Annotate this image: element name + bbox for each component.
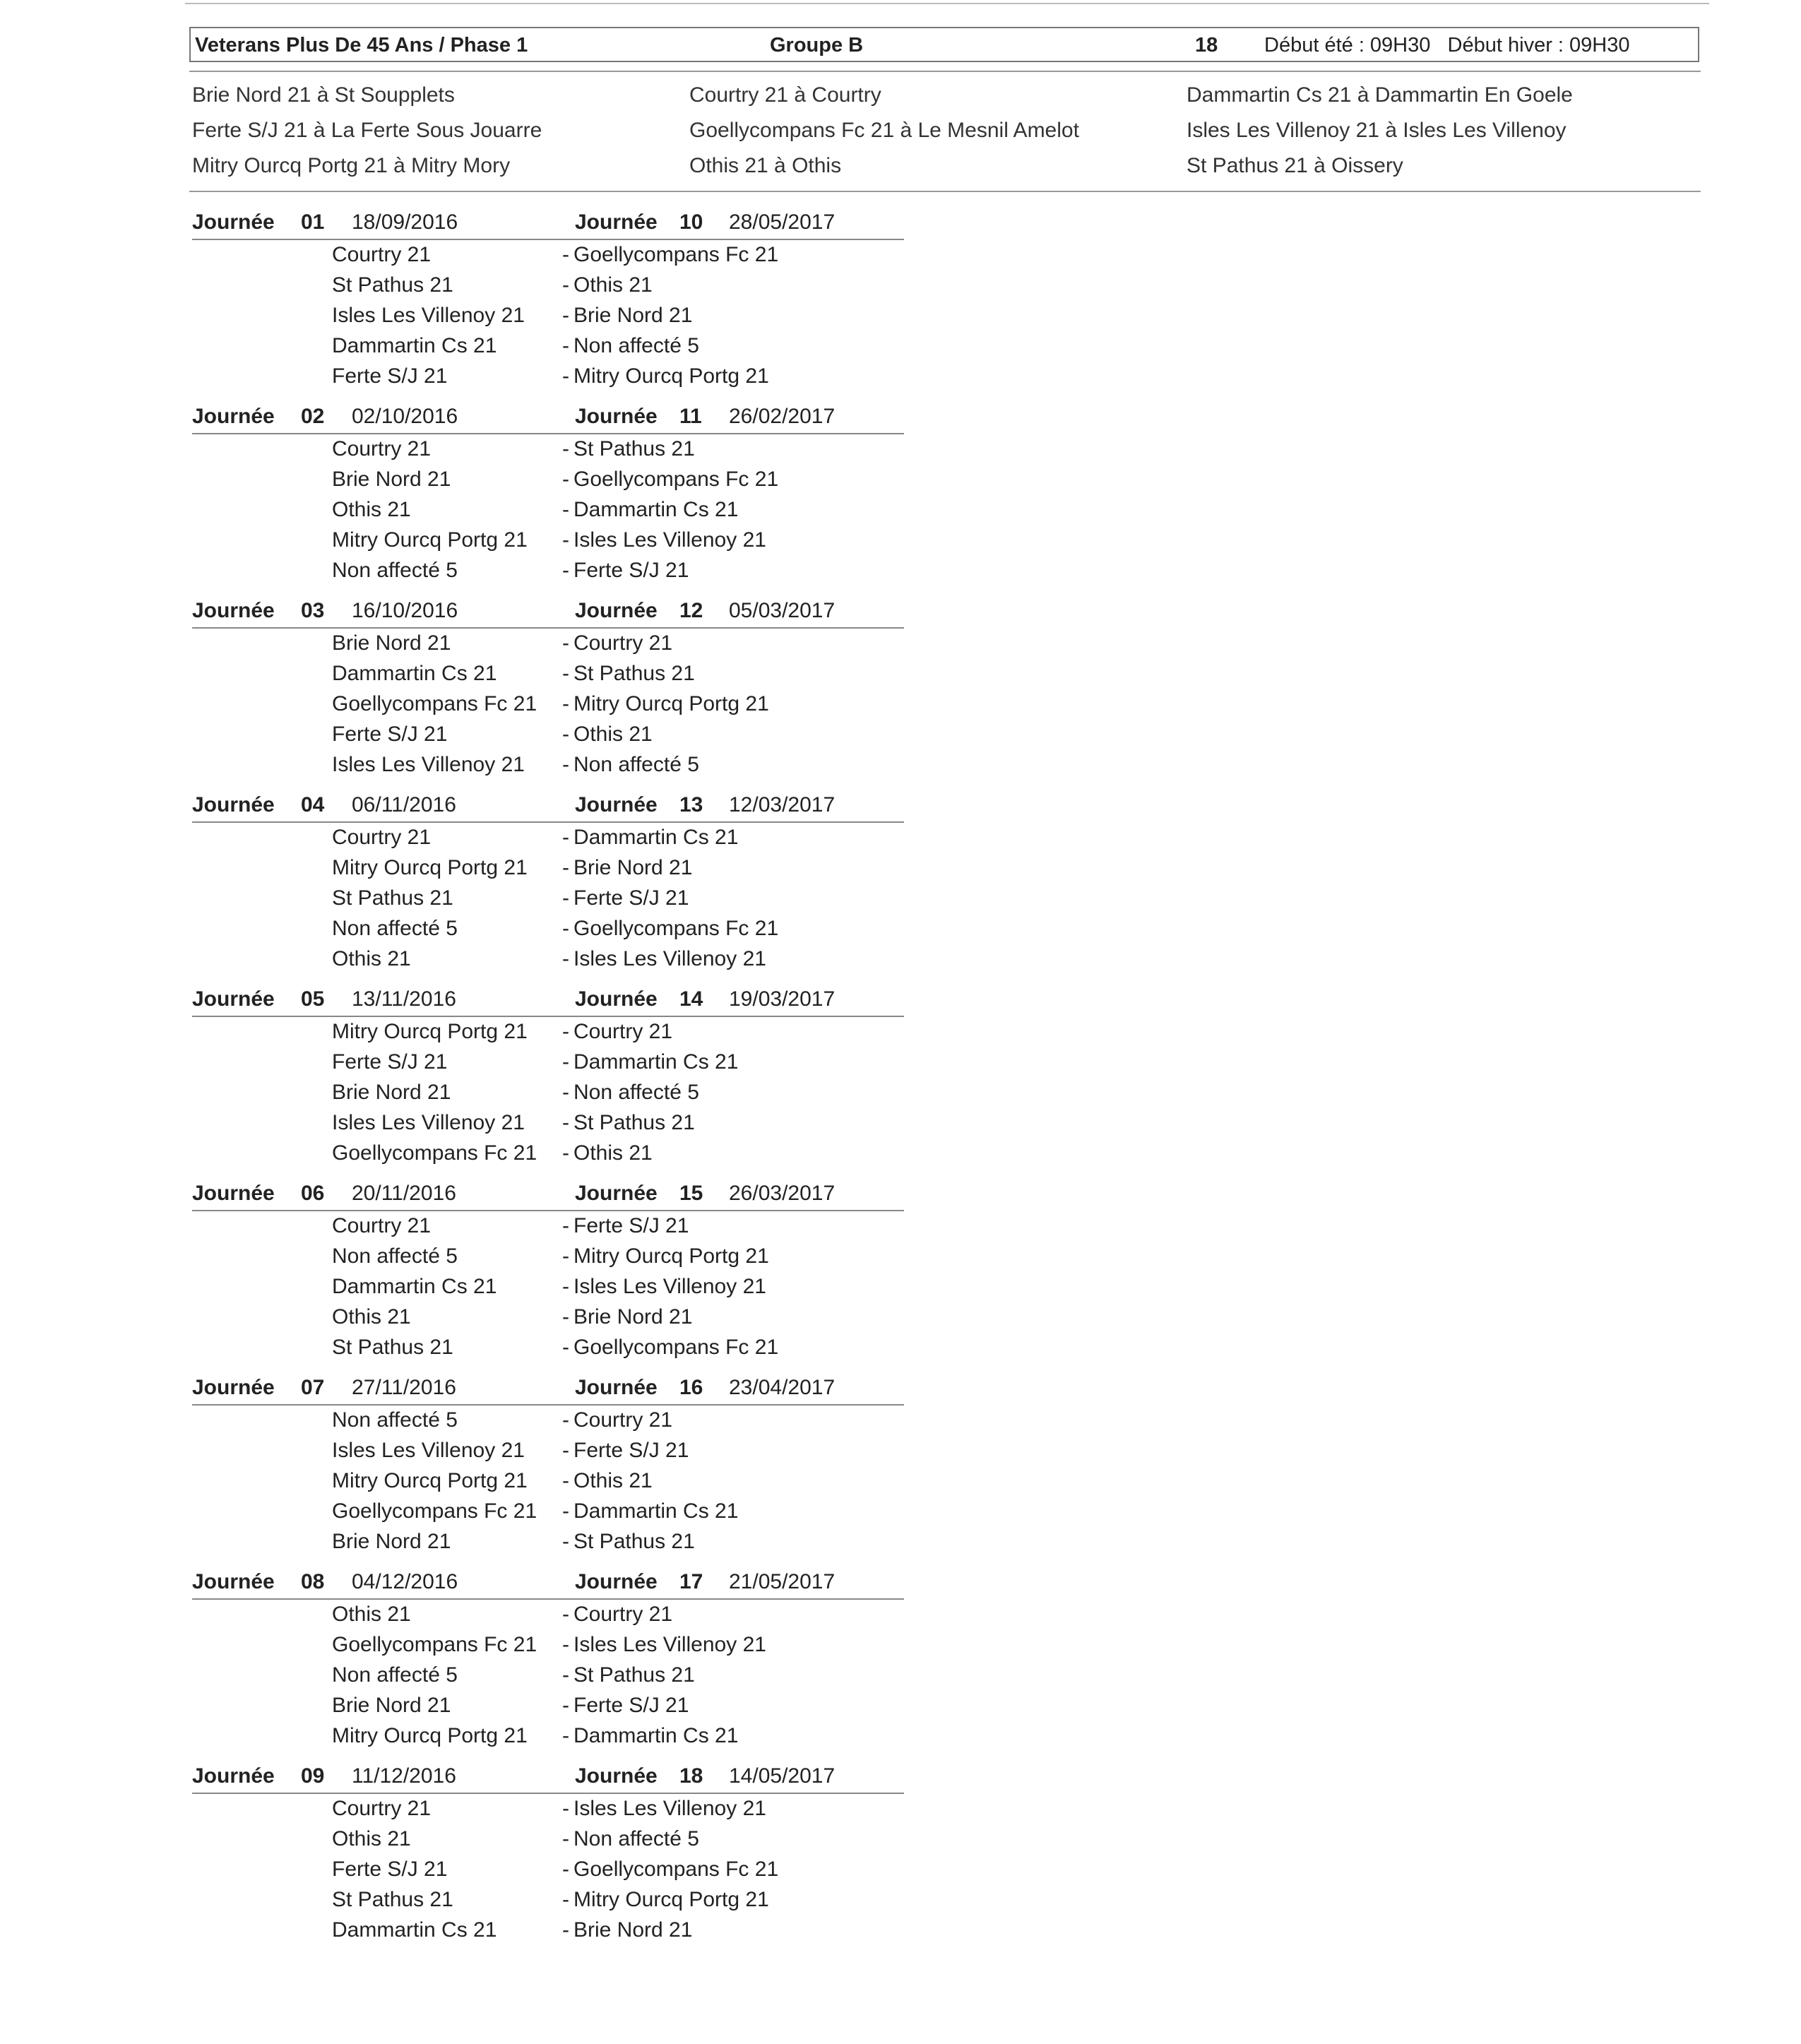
away-team: Ferte S/J 21 <box>573 1214 689 1237</box>
away-team: Courtry 21 <box>573 1603 673 1626</box>
match-separator: - <box>562 1918 569 1942</box>
journee-header <box>192 1370 905 1403</box>
journee-header <box>192 205 905 237</box>
journee-number: 09 <box>301 1764 325 1788</box>
away-team: Isles Les Villenoy 21 <box>573 528 766 552</box>
journee-number: 18 <box>679 1764 703 1788</box>
journee-number: 04 <box>301 793 325 816</box>
match-row <box>332 1858 911 1887</box>
home-team: Mitry Ourcq Portg 21 <box>332 1020 528 1043</box>
journee-label: Journée <box>192 1182 275 1205</box>
match-row <box>332 692 911 722</box>
journee-label: Journée <box>575 210 658 234</box>
away-team: Brie Nord 21 <box>573 1305 693 1329</box>
journee-number: 03 <box>301 599 325 622</box>
home-team: Non affecté 5 <box>332 1408 458 1432</box>
away-team: Goellycompans Fc 21 <box>573 468 779 491</box>
match-row <box>332 1439 911 1468</box>
journee-label: Journée <box>192 987 275 1011</box>
match-row <box>332 886 911 916</box>
match-separator: - <box>562 917 569 940</box>
match-separator: - <box>562 662 569 685</box>
fixture-schedule <box>192 205 913 1953</box>
match-separator: - <box>562 723 569 746</box>
home-team: Brie Nord 21 <box>332 1530 451 1553</box>
match-row <box>332 334 911 364</box>
match-separator: - <box>562 1499 569 1523</box>
journee-date: 12/03/2017 <box>729 793 836 816</box>
journee-label: Journée <box>575 1376 658 1399</box>
home-team: Isles Les Villenoy 21 <box>332 753 525 776</box>
home-team: Courtry 21 <box>332 1797 432 1820</box>
away-team: Isles Les Villenoy 21 <box>573 947 766 970</box>
journee-label: Journée <box>575 1570 658 1593</box>
journee-block <box>192 788 913 982</box>
away-team: Mitry Ourcq Portg 21 <box>573 1244 769 1268</box>
home-team: Othis 21 <box>332 1603 411 1626</box>
match-separator: - <box>562 1305 569 1329</box>
competition-title: Veterans Plus De 45 Ans / Phase 1 <box>195 34 528 57</box>
away-team: Isles Les Villenoy 21 <box>573 1275 766 1298</box>
match-separator: - <box>562 631 569 655</box>
home-team: Non affecté 5 <box>332 1663 458 1687</box>
away-team: Dammartin Cs 21 <box>573 1050 739 1074</box>
away-team: Othis 21 <box>573 1469 653 1492</box>
match-separator: - <box>562 1827 569 1850</box>
away-team: Courtry 21 <box>573 1020 673 1043</box>
home-team: Courtry 21 <box>332 1214 432 1237</box>
home-team: Mitry Ourcq Portg 21 <box>332 856 528 879</box>
match-row <box>332 917 911 946</box>
journee-label: Journée <box>575 793 658 816</box>
match-separator: - <box>562 1858 569 1881</box>
match-separator: - <box>562 1603 569 1626</box>
journee-label: Journée <box>575 987 658 1011</box>
away-team: St Pathus 21 <box>573 1663 695 1687</box>
match-separator: - <box>562 1408 569 1432</box>
match-row <box>332 1469 911 1499</box>
journee-date: 04/12/2016 <box>352 1570 458 1593</box>
match-separator: - <box>562 753 569 776</box>
match-row <box>332 437 911 467</box>
journee-block <box>192 982 913 1176</box>
journee-date: 27/11/2016 <box>352 1376 456 1399</box>
journee-date: 14/05/2017 <box>729 1764 836 1788</box>
away-team: Goellycompans Fc 21 <box>573 243 779 266</box>
home-team: St Pathus 21 <box>332 1888 453 1911</box>
home-team: Non affecté 5 <box>332 917 458 940</box>
match-row <box>332 753 911 783</box>
away-team: Isles Les Villenoy 21 <box>573 1797 766 1820</box>
group-label: Groupe B <box>770 34 864 57</box>
away-team: Dammartin Cs 21 <box>573 498 739 521</box>
journee-date: 05/03/2017 <box>729 599 836 622</box>
journee-header <box>192 593 905 626</box>
journee-number: 16 <box>679 1376 703 1399</box>
journee-block <box>192 1759 913 1953</box>
competition-header <box>189 27 1699 62</box>
journee-label: Journée <box>575 1764 658 1788</box>
away-team: Goellycompans Fc 21 <box>573 917 779 940</box>
journee-date: 26/02/2017 <box>729 405 836 428</box>
journee-label: Journée <box>575 1182 658 1205</box>
match-row <box>332 243 911 273</box>
match-separator: - <box>562 1663 569 1687</box>
away-team: Non affecté 5 <box>573 1827 699 1850</box>
venue-item: Isles Les Villenoy 21 à Isles Les Villenoy <box>1187 119 1567 142</box>
match-separator: - <box>562 1020 569 1043</box>
journee-date: 11/12/2016 <box>352 1764 456 1788</box>
journee-date: 16/10/2016 <box>352 599 458 622</box>
journee-count: 18 <box>1195 34 1218 57</box>
journee-number: 10 <box>679 210 703 234</box>
journee-number: 02 <box>301 405 325 428</box>
venues-top-rule <box>189 71 1701 72</box>
home-team: Ferte S/J 21 <box>332 723 448 746</box>
home-team: Non affecté 5 <box>332 1244 458 1268</box>
journee-number: 13 <box>679 793 703 816</box>
home-team: Isles Les Villenoy 21 <box>332 1439 525 1462</box>
home-team: Dammartin Cs 21 <box>332 662 497 685</box>
venue-item: Goellycompans Fc 21 à Le Mesnil Amelot <box>689 119 1079 142</box>
match-row <box>332 1408 911 1438</box>
home-team: Brie Nord 21 <box>332 1081 451 1104</box>
home-team: Courtry 21 <box>332 243 432 266</box>
match-separator: - <box>562 947 569 970</box>
journee-rule <box>192 433 904 434</box>
home-team: Brie Nord 21 <box>332 631 451 655</box>
match-separator: - <box>562 243 569 266</box>
venue-item: Othis 21 à Othis <box>689 154 842 177</box>
home-team: Ferte S/J 21 <box>332 364 448 388</box>
away-team: Mitry Ourcq Portg 21 <box>573 364 769 388</box>
home-team: Goellycompans Fc 21 <box>332 1499 537 1523</box>
match-row <box>332 1694 911 1723</box>
match-row <box>332 559 911 588</box>
away-team: Ferte S/J 21 <box>573 559 689 582</box>
match-row <box>332 1081 911 1110</box>
away-team: Goellycompans Fc 21 <box>573 1858 779 1881</box>
match-separator: - <box>562 826 569 849</box>
match-row <box>332 662 911 691</box>
home-team: Ferte S/J 21 <box>332 1050 448 1074</box>
journee-header <box>192 1564 905 1597</box>
away-team: Ferte S/J 21 <box>573 886 689 910</box>
journee-label: Journée <box>192 599 275 622</box>
home-team: Isles Les Villenoy 21 <box>332 304 525 327</box>
match-separator: - <box>562 1214 569 1237</box>
match-separator: - <box>562 1244 569 1268</box>
match-row <box>332 1244 911 1274</box>
journee-number: 08 <box>301 1570 325 1593</box>
match-row <box>332 826 911 855</box>
top-rule <box>185 3 1709 4</box>
journee-label: Journée <box>575 405 658 428</box>
match-separator: - <box>562 692 569 715</box>
journee-date: 21/05/2017 <box>729 1570 836 1593</box>
away-team: Non affecté 5 <box>573 334 699 357</box>
match-separator: - <box>562 1050 569 1074</box>
match-row <box>332 1724 911 1754</box>
match-row <box>332 498 911 528</box>
journee-date: 18/09/2016 <box>352 210 458 234</box>
match-row <box>332 1827 911 1857</box>
kickoff-times: Début été : 09H30 Début hiver : 09H30 <box>1264 34 1630 57</box>
journee-header <box>192 1759 905 1791</box>
home-team: Courtry 21 <box>332 437 432 461</box>
match-row <box>332 1797 911 1826</box>
away-team: Brie Nord 21 <box>573 304 693 327</box>
journee-label: Journée <box>192 1570 275 1593</box>
home-team: Dammartin Cs 21 <box>332 334 497 357</box>
match-separator: - <box>562 1633 569 1656</box>
match-separator: - <box>562 1275 569 1298</box>
journee-number: 11 <box>679 405 702 428</box>
away-team: Othis 21 <box>573 273 653 297</box>
match-separator: - <box>562 886 569 910</box>
journee-date: 19/03/2017 <box>729 987 836 1011</box>
home-team: Mitry Ourcq Portg 21 <box>332 528 528 552</box>
match-separator: - <box>562 1530 569 1553</box>
venue-item: Brie Nord 21 à St Soupplets <box>192 83 455 107</box>
journee-label: Journée <box>192 1376 275 1399</box>
journee-number: 14 <box>679 987 703 1011</box>
journee-label: Journée <box>575 599 658 622</box>
journee-number: 06 <box>301 1182 325 1205</box>
match-separator: - <box>562 364 569 388</box>
venues-bottom-rule <box>189 191 1701 192</box>
venue-item: Dammartin Cs 21 à Dammartin En Goele <box>1187 83 1573 107</box>
journee-number: 07 <box>301 1376 325 1399</box>
match-row <box>332 947 911 977</box>
away-team: Goellycompans Fc 21 <box>573 1336 779 1359</box>
journee-rule <box>192 1016 904 1017</box>
match-row <box>332 468 911 497</box>
match-row <box>332 1663 911 1693</box>
away-team: Courtry 21 <box>573 631 673 655</box>
match-row <box>332 1305 911 1335</box>
home-team: Goellycompans Fc 21 <box>332 1633 537 1656</box>
match-separator: - <box>562 468 569 491</box>
away-team: Isles Les Villenoy 21 <box>573 1633 766 1656</box>
match-row <box>332 1050 911 1080</box>
match-row <box>332 1918 911 1948</box>
venue-item: Courtry 21 à Courtry <box>689 83 881 107</box>
journee-block <box>192 1564 913 1759</box>
match-row <box>332 1275 911 1305</box>
match-separator: - <box>562 1111 569 1134</box>
journee-block <box>192 593 913 788</box>
home-team: Non affecté 5 <box>332 559 458 582</box>
journee-block <box>192 399 913 593</box>
home-team: Othis 21 <box>332 1827 411 1850</box>
journee-number: 12 <box>679 599 703 622</box>
away-team: Courtry 21 <box>573 1408 673 1432</box>
journee-label: Journée <box>192 210 275 234</box>
journee-rule <box>192 1793 904 1794</box>
match-separator: - <box>562 273 569 297</box>
away-team: Non affecté 5 <box>573 753 699 776</box>
away-team: Ferte S/J 21 <box>573 1439 689 1462</box>
match-separator: - <box>562 1694 569 1717</box>
home-team: St Pathus 21 <box>332 273 453 297</box>
match-row <box>332 528 911 558</box>
away-team: St Pathus 21 <box>573 1530 695 1553</box>
away-team: Dammartin Cs 21 <box>573 1724 739 1747</box>
match-separator: - <box>562 498 569 521</box>
home-team: Othis 21 <box>332 1305 411 1329</box>
match-separator: - <box>562 1141 569 1165</box>
home-team: Isles Les Villenoy 21 <box>332 1111 525 1134</box>
journee-header <box>192 1176 905 1208</box>
venue-item: Mitry Ourcq Portg 21 à Mitry Mory <box>192 154 511 177</box>
match-row <box>332 1603 911 1632</box>
home-team: Mitry Ourcq Portg 21 <box>332 1469 528 1492</box>
match-separator: - <box>562 1336 569 1359</box>
journee-rule <box>192 239 904 240</box>
home-team: Courtry 21 <box>332 826 432 849</box>
away-team: Othis 21 <box>573 1141 653 1165</box>
match-row <box>332 1499 911 1529</box>
journee-date: 06/11/2016 <box>352 793 456 816</box>
journee-rule <box>192 1210 904 1211</box>
journee-rule <box>192 821 904 823</box>
home-team: St Pathus 21 <box>332 886 453 910</box>
match-row <box>332 1141 911 1171</box>
journee-header <box>192 982 905 1014</box>
home-team: Othis 21 <box>332 947 411 970</box>
venue-item: St Pathus 21 à Oissery <box>1187 154 1403 177</box>
match-separator: - <box>562 1469 569 1492</box>
journee-block <box>192 205 913 399</box>
journee-number: 15 <box>679 1182 703 1205</box>
home-team: Ferte S/J 21 <box>332 1858 448 1881</box>
match-separator: - <box>562 528 569 552</box>
journee-rule <box>192 1598 904 1600</box>
away-team: Dammartin Cs 21 <box>573 1499 739 1523</box>
venue-item: Ferte S/J 21 à La Ferte Sous Jouarre <box>192 119 542 142</box>
journee-block <box>192 1370 913 1564</box>
journee-label: Journée <box>192 793 275 816</box>
home-team: Dammartin Cs 21 <box>332 1918 497 1942</box>
home-team: Mitry Ourcq Portg 21 <box>332 1724 528 1747</box>
match-separator: - <box>562 856 569 879</box>
match-row <box>332 304 911 333</box>
away-team: Ferte S/J 21 <box>573 1694 689 1717</box>
match-separator: - <box>562 304 569 327</box>
match-row <box>332 723 911 752</box>
match-separator: - <box>562 1888 569 1911</box>
match-row <box>332 364 911 394</box>
journee-label: Journée <box>192 1764 275 1788</box>
away-team: St Pathus 21 <box>573 662 695 685</box>
journee-number: 05 <box>301 987 325 1011</box>
venue-list <box>192 83 1696 189</box>
journee-number: 01 <box>301 210 325 234</box>
journee-header <box>192 399 905 432</box>
match-row <box>332 1020 911 1050</box>
match-row <box>332 273 911 303</box>
home-team: St Pathus 21 <box>332 1336 453 1359</box>
match-separator: - <box>562 437 569 461</box>
match-row <box>332 1336 911 1365</box>
match-separator: - <box>562 1081 569 1104</box>
match-separator: - <box>562 334 569 357</box>
journee-date: 20/11/2016 <box>352 1182 456 1205</box>
away-team: St Pathus 21 <box>573 437 695 461</box>
away-team: Brie Nord 21 <box>573 856 693 879</box>
away-team: Non affecté 5 <box>573 1081 699 1104</box>
match-row <box>332 631 911 661</box>
match-row <box>332 1888 911 1918</box>
away-team: Dammartin Cs 21 <box>573 826 739 849</box>
away-team: Brie Nord 21 <box>573 1918 693 1942</box>
journee-label: Journée <box>192 405 275 428</box>
journee-date: 02/10/2016 <box>352 405 458 428</box>
journee-rule <box>192 627 904 629</box>
journee-header <box>192 788 905 820</box>
away-team: Mitry Ourcq Portg 21 <box>573 1888 769 1911</box>
match-separator: - <box>562 1439 569 1462</box>
home-team: Goellycompans Fc 21 <box>332 1141 537 1165</box>
journee-date: 13/11/2016 <box>352 987 456 1011</box>
match-row <box>332 1214 911 1244</box>
home-team: Goellycompans Fc 21 <box>332 692 537 715</box>
match-separator: - <box>562 559 569 582</box>
match-row <box>332 1530 911 1559</box>
journee-date: 23/04/2017 <box>729 1376 836 1399</box>
journee-date: 28/05/2017 <box>729 210 836 234</box>
home-team: Dammartin Cs 21 <box>332 1275 497 1298</box>
journee-number: 17 <box>679 1570 703 1593</box>
match-row <box>332 856 911 886</box>
away-team: Mitry Ourcq Portg 21 <box>573 692 769 715</box>
away-team: Othis 21 <box>573 723 653 746</box>
match-row <box>332 1633 911 1663</box>
match-separator: - <box>562 1797 569 1820</box>
journee-rule <box>192 1404 904 1406</box>
journee-block <box>192 1176 913 1370</box>
journee-date: 26/03/2017 <box>729 1182 836 1205</box>
match-separator: - <box>562 1724 569 1747</box>
match-row <box>332 1111 911 1141</box>
home-team: Brie Nord 21 <box>332 468 451 491</box>
away-team: St Pathus 21 <box>573 1111 695 1134</box>
home-team: Brie Nord 21 <box>332 1694 451 1717</box>
home-team: Othis 21 <box>332 498 411 521</box>
